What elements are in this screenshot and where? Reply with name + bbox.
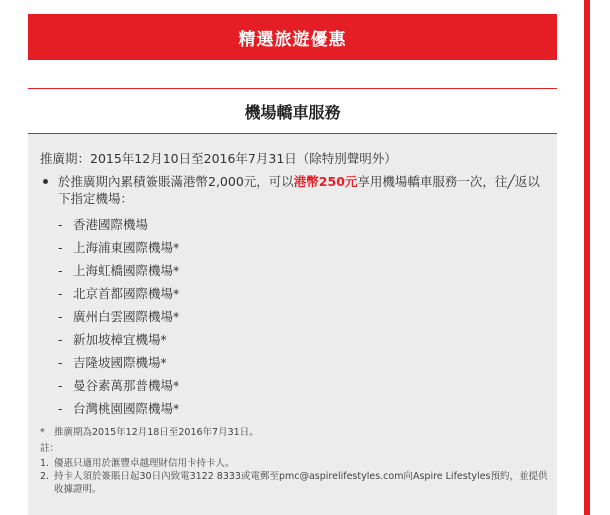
airport-item xyxy=(40,351,552,374)
list-dash: - xyxy=(58,286,63,301)
list-dash: - xyxy=(58,355,63,370)
airport-name: 台灣桃園國際機場* xyxy=(73,401,180,416)
promo-period: 推廣期：2015年12月10日至2016年7月31日（除特別聲明外） xyxy=(40,151,397,166)
note-number: 1. xyxy=(40,458,50,469)
offers-banner xyxy=(28,14,557,60)
section-title: 機場轎車服務 xyxy=(244,102,341,122)
notes-label: 註： xyxy=(40,443,60,454)
list-dash: - xyxy=(58,309,63,324)
banner-title: 精選旅遊優惠 xyxy=(238,29,347,50)
airport-item xyxy=(40,282,552,305)
asterisk-mark: * xyxy=(40,427,45,438)
note-text: 優惠只適用於滙豐卓越理財信用卡持卡人。 xyxy=(54,458,235,469)
asterisk-note-text: 推廣期為2015年12月18日至2016年7月31日。 xyxy=(54,427,259,438)
airport-item xyxy=(40,236,552,259)
bullet-dot-icon xyxy=(43,179,48,184)
list-dash: - xyxy=(58,378,63,393)
offer-bullet xyxy=(40,173,552,207)
right-accent-rule xyxy=(584,0,590,515)
airport-name: 新加坡樟宜機場* xyxy=(73,332,167,347)
airport-name: 香港國際機場 xyxy=(73,217,149,232)
airport-name: 北京首都國際機場* xyxy=(73,286,180,301)
airport-name: 上海虹橋國際機場* xyxy=(73,263,180,278)
offer-price-highlight: 港幣250元 xyxy=(293,174,358,189)
airport-item xyxy=(40,328,552,351)
airport-name: 曼谷素萬那普機場* xyxy=(73,378,180,393)
airport-item xyxy=(40,374,552,397)
airport-item xyxy=(40,397,552,420)
offer-content xyxy=(40,150,552,496)
offer-text-prefix: 於推廣期內累積簽賬滿港幣2,000元，可以 xyxy=(58,174,294,189)
note-text: 持卡人須於簽賬日起30日內致電3122 8333或電郵至pmc@aspirelifestyles.com向Aspire Lifestyles預約，並提供收據證明。 xyxy=(54,471,548,495)
list-dash: - xyxy=(58,263,63,278)
airport-list xyxy=(40,213,552,420)
list-dash: - xyxy=(58,401,63,416)
airport-item xyxy=(40,305,552,328)
airport-item xyxy=(40,259,552,282)
asterisk-note xyxy=(40,426,552,439)
section-title-box xyxy=(28,88,557,134)
limousine-panel xyxy=(28,88,557,515)
note-number: 2. xyxy=(40,471,50,482)
list-dash: - xyxy=(58,332,63,347)
airport-item xyxy=(40,213,552,236)
list-dash: - xyxy=(58,217,63,232)
terms-notes xyxy=(40,426,552,496)
airport-name: 上海浦東國際機場* xyxy=(73,240,180,255)
airport-name: 吉隆坡國際機場* xyxy=(73,355,167,370)
note-item xyxy=(40,457,552,470)
list-dash: - xyxy=(58,240,63,255)
airport-name: 廣州白雲國際機場* xyxy=(73,309,180,324)
offer-text-suffix: 享用機場轎車服務一次，往╱返以下指定機場： xyxy=(58,174,540,206)
note-item xyxy=(40,470,552,496)
